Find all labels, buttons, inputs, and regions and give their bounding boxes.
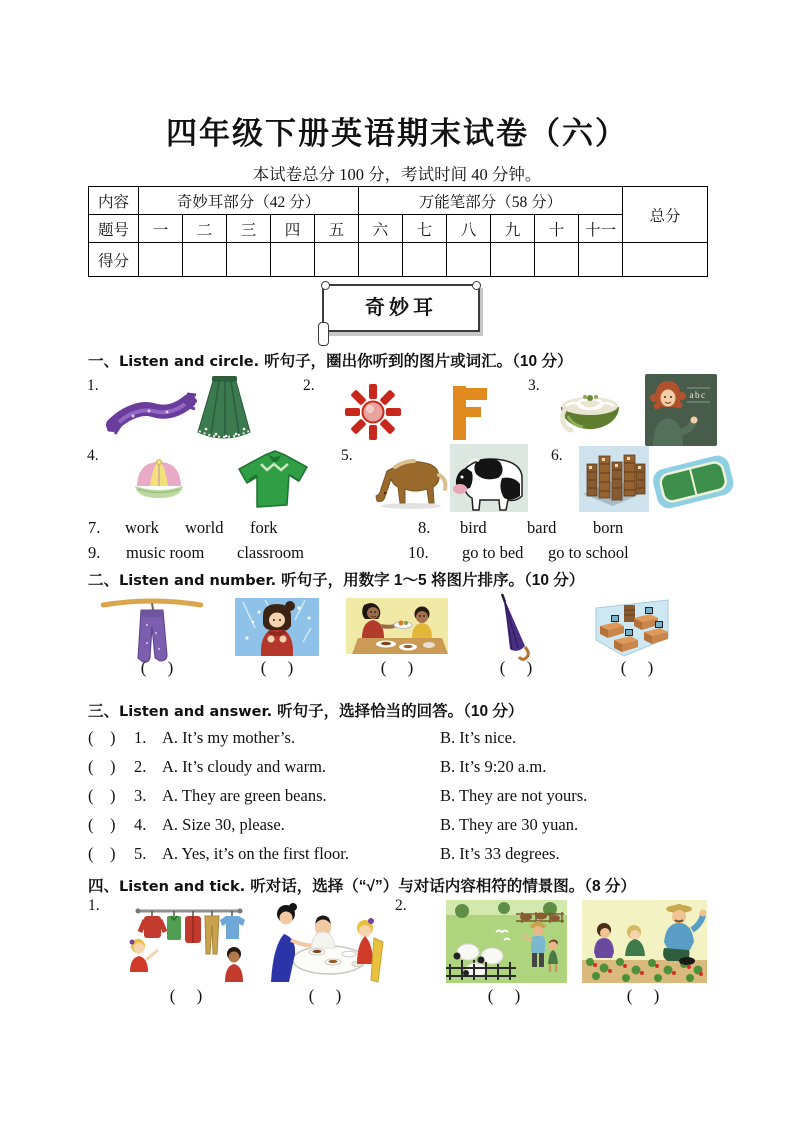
word-option: bard (527, 518, 557, 537)
item-number: 7. (88, 518, 101, 537)
option-a: A. Size 30, please. (162, 815, 285, 834)
black-white-cow-image (450, 444, 528, 512)
option-b: B. It’s 9:20 a.m. (440, 757, 547, 776)
word-option: go to school (548, 543, 629, 562)
table-part2-label: 万能笔部分（58 分） (359, 187, 623, 215)
option-b: B. It’s 33 degrees. (440, 844, 560, 863)
playground-field-image (652, 452, 734, 510)
question-row (88, 757, 728, 779)
qnum-cell: 一 (139, 215, 183, 243)
colorful-cap-image (130, 452, 188, 504)
qnum-cell: 九 (491, 215, 535, 243)
picture-item-number: 2. (303, 377, 315, 394)
orange-flag-symbol-image (446, 385, 490, 441)
answer-blank: ( ) (380, 658, 414, 677)
purple-scarf-image (103, 385, 198, 437)
pants-on-clothesline-image (101, 593, 203, 665)
table-content-label: 内容 (89, 187, 139, 215)
question-number: 3. (134, 786, 147, 805)
banner-pin-right (472, 281, 481, 290)
word-option: born (593, 518, 624, 537)
score-cell-empty (447, 243, 491, 277)
section3-points: （10 分） (463, 703, 524, 720)
table-part1-label: 奇妙耳部分（42 分） (139, 187, 359, 215)
total-score-cell-empty (623, 243, 708, 277)
noodles-bowl-image (556, 382, 624, 440)
answer-paren: ( ) (88, 815, 116, 834)
word-option: go to bed (462, 543, 524, 562)
mother-serving-food-image (346, 598, 448, 654)
picture-item-number: 6. (551, 447, 563, 464)
clothes-rack-shopping-image (122, 902, 253, 985)
section1-heading (88, 349, 572, 371)
score-cell-empty (139, 243, 183, 277)
purple-umbrella-image (481, 592, 539, 662)
word-option: music room (126, 543, 205, 562)
score-cell-empty (491, 243, 535, 277)
score-cell-empty (403, 243, 447, 277)
banner-roll-left (318, 322, 329, 346)
table-qnum-label: 题号 (89, 215, 139, 243)
teacher-at-blackboard-image (645, 374, 717, 446)
blackboard-abc-text: abc (689, 390, 707, 400)
answer-blank: ( ) (626, 986, 660, 1005)
score-table (88, 186, 708, 277)
section4-title-zh: 听对话，选择（“√”）与对话内容相符的情景图。 (250, 878, 585, 895)
section4-heading (88, 874, 636, 896)
section1-title-zh: 听句子，圈出你听到的图片或词汇。 (264, 353, 513, 370)
option-b: B. It’s nice. (440, 728, 517, 747)
word-option: fork (250, 518, 278, 537)
section3-title-en: Listen and answer. (119, 704, 273, 720)
sheep-farm-image (446, 900, 567, 983)
table-score-label: 得分 (89, 243, 139, 277)
section3-heading (88, 699, 523, 721)
vegetable-garden-image (582, 900, 707, 983)
question-row (88, 844, 728, 866)
section1-title-en: Listen and circle. (119, 354, 260, 370)
score-cell-empty (183, 243, 227, 277)
score-cell-empty (579, 243, 623, 277)
option-a: A. They are green beans. (162, 786, 327, 805)
item-number: 8. (418, 518, 431, 537)
picture-item-number: 3. (528, 377, 540, 394)
option-b: B. They are not yours. (440, 786, 588, 805)
score-cell-empty (271, 243, 315, 277)
qnum-cell: 七 (403, 215, 447, 243)
family-dinner-image (261, 902, 385, 985)
score-cell-empty (359, 243, 403, 277)
qnum-cell: 二 (183, 215, 227, 243)
option-a: A. It’s cloudy and warm. (162, 757, 327, 776)
library-buildings-image (579, 446, 649, 512)
section4-title-en: Listen and tick. (119, 879, 246, 895)
answer-blank: ( ) (487, 986, 521, 1005)
word-option: world (185, 518, 224, 537)
girl-in-snow-image (235, 598, 319, 656)
section2-heading (88, 568, 584, 590)
green-sweater-image (235, 449, 315, 511)
section2-title-en: Listen and number. (119, 573, 277, 589)
qnum-cell: 六 (359, 215, 403, 243)
section2-points: （10 分） (523, 572, 585, 589)
qnum-cell: 十一 (579, 215, 623, 243)
question-row (88, 728, 728, 750)
question-row (88, 786, 728, 808)
picture-item-number: 1. (87, 377, 99, 394)
option-a: A. Yes, it’s on the first floor. (162, 844, 350, 863)
question-row (88, 815, 728, 837)
question-number: 4. (134, 815, 147, 834)
answer-paren: ( ) (88, 728, 116, 747)
qnum-cell: 十 (535, 215, 579, 243)
sub-item-number: 1. (88, 897, 100, 914)
section1-points: （10 分） (512, 353, 573, 370)
banner-scroll (322, 284, 480, 332)
section2-title-zh: 听句子，用数字 1～5 将图片排序。 (281, 572, 524, 589)
qnum-cell: 三 (227, 215, 271, 243)
qnum-cell: 四 (271, 215, 315, 243)
word-option: bird (460, 518, 487, 537)
word-option: work (125, 518, 159, 537)
green-skirt-image (192, 374, 256, 442)
answer-blank: ( ) (169, 986, 203, 1005)
answer-paren: ( ) (88, 786, 116, 805)
question-number: 2. (134, 757, 147, 776)
score-cell-empty (227, 243, 271, 277)
item-number: 9. (88, 543, 101, 562)
computer-room-image (588, 596, 674, 658)
item-number: 10. (408, 543, 429, 562)
answer-paren: ( ) (88, 757, 116, 776)
banner-pin-left (321, 281, 330, 290)
section1-index: 一、 (88, 353, 120, 370)
option-a: A. It’s my mother’s. (162, 728, 296, 747)
sub-item-number: 2. (395, 897, 407, 914)
answer-blank: ( ) (308, 986, 342, 1005)
option-b: B. They are 30 yuan. (440, 815, 579, 834)
answer-blank: ( ) (260, 658, 294, 677)
picture-item-number: 5. (341, 447, 353, 464)
section3-title-zh: 听句子，选择恰当的回答。 (277, 703, 464, 720)
section2-index: 二、 (88, 572, 120, 589)
qnum-cell: 八 (447, 215, 491, 243)
section4-points: （8 分） (584, 878, 636, 895)
question-number: 5. (134, 844, 147, 863)
score-cell-empty (315, 243, 359, 277)
section3-index: 三、 (88, 703, 120, 720)
answer-blank: ( ) (140, 658, 174, 677)
brown-horse-image (373, 449, 449, 511)
section4-index: 四、 (88, 878, 120, 895)
word-option: classroom (237, 543, 304, 562)
answer-blank: ( ) (499, 658, 533, 677)
score-cell-empty (535, 243, 579, 277)
table-total-label: 总分 (623, 187, 708, 243)
picture-item-number: 4. (87, 447, 99, 464)
exam-title: 四年级下册英语期末试卷（六） (166, 116, 628, 151)
answer-blank: ( ) (620, 658, 654, 677)
exam-subtitle: 本试卷总分 100 分，考试时间 40 分钟。 (252, 165, 542, 184)
answer-paren: ( ) (88, 844, 116, 863)
qnum-cell: 五 (315, 215, 359, 243)
question-number: 1. (134, 728, 147, 747)
red-sun-symbol-image (341, 383, 405, 441)
banner-title: 奇妙耳 (365, 297, 437, 319)
